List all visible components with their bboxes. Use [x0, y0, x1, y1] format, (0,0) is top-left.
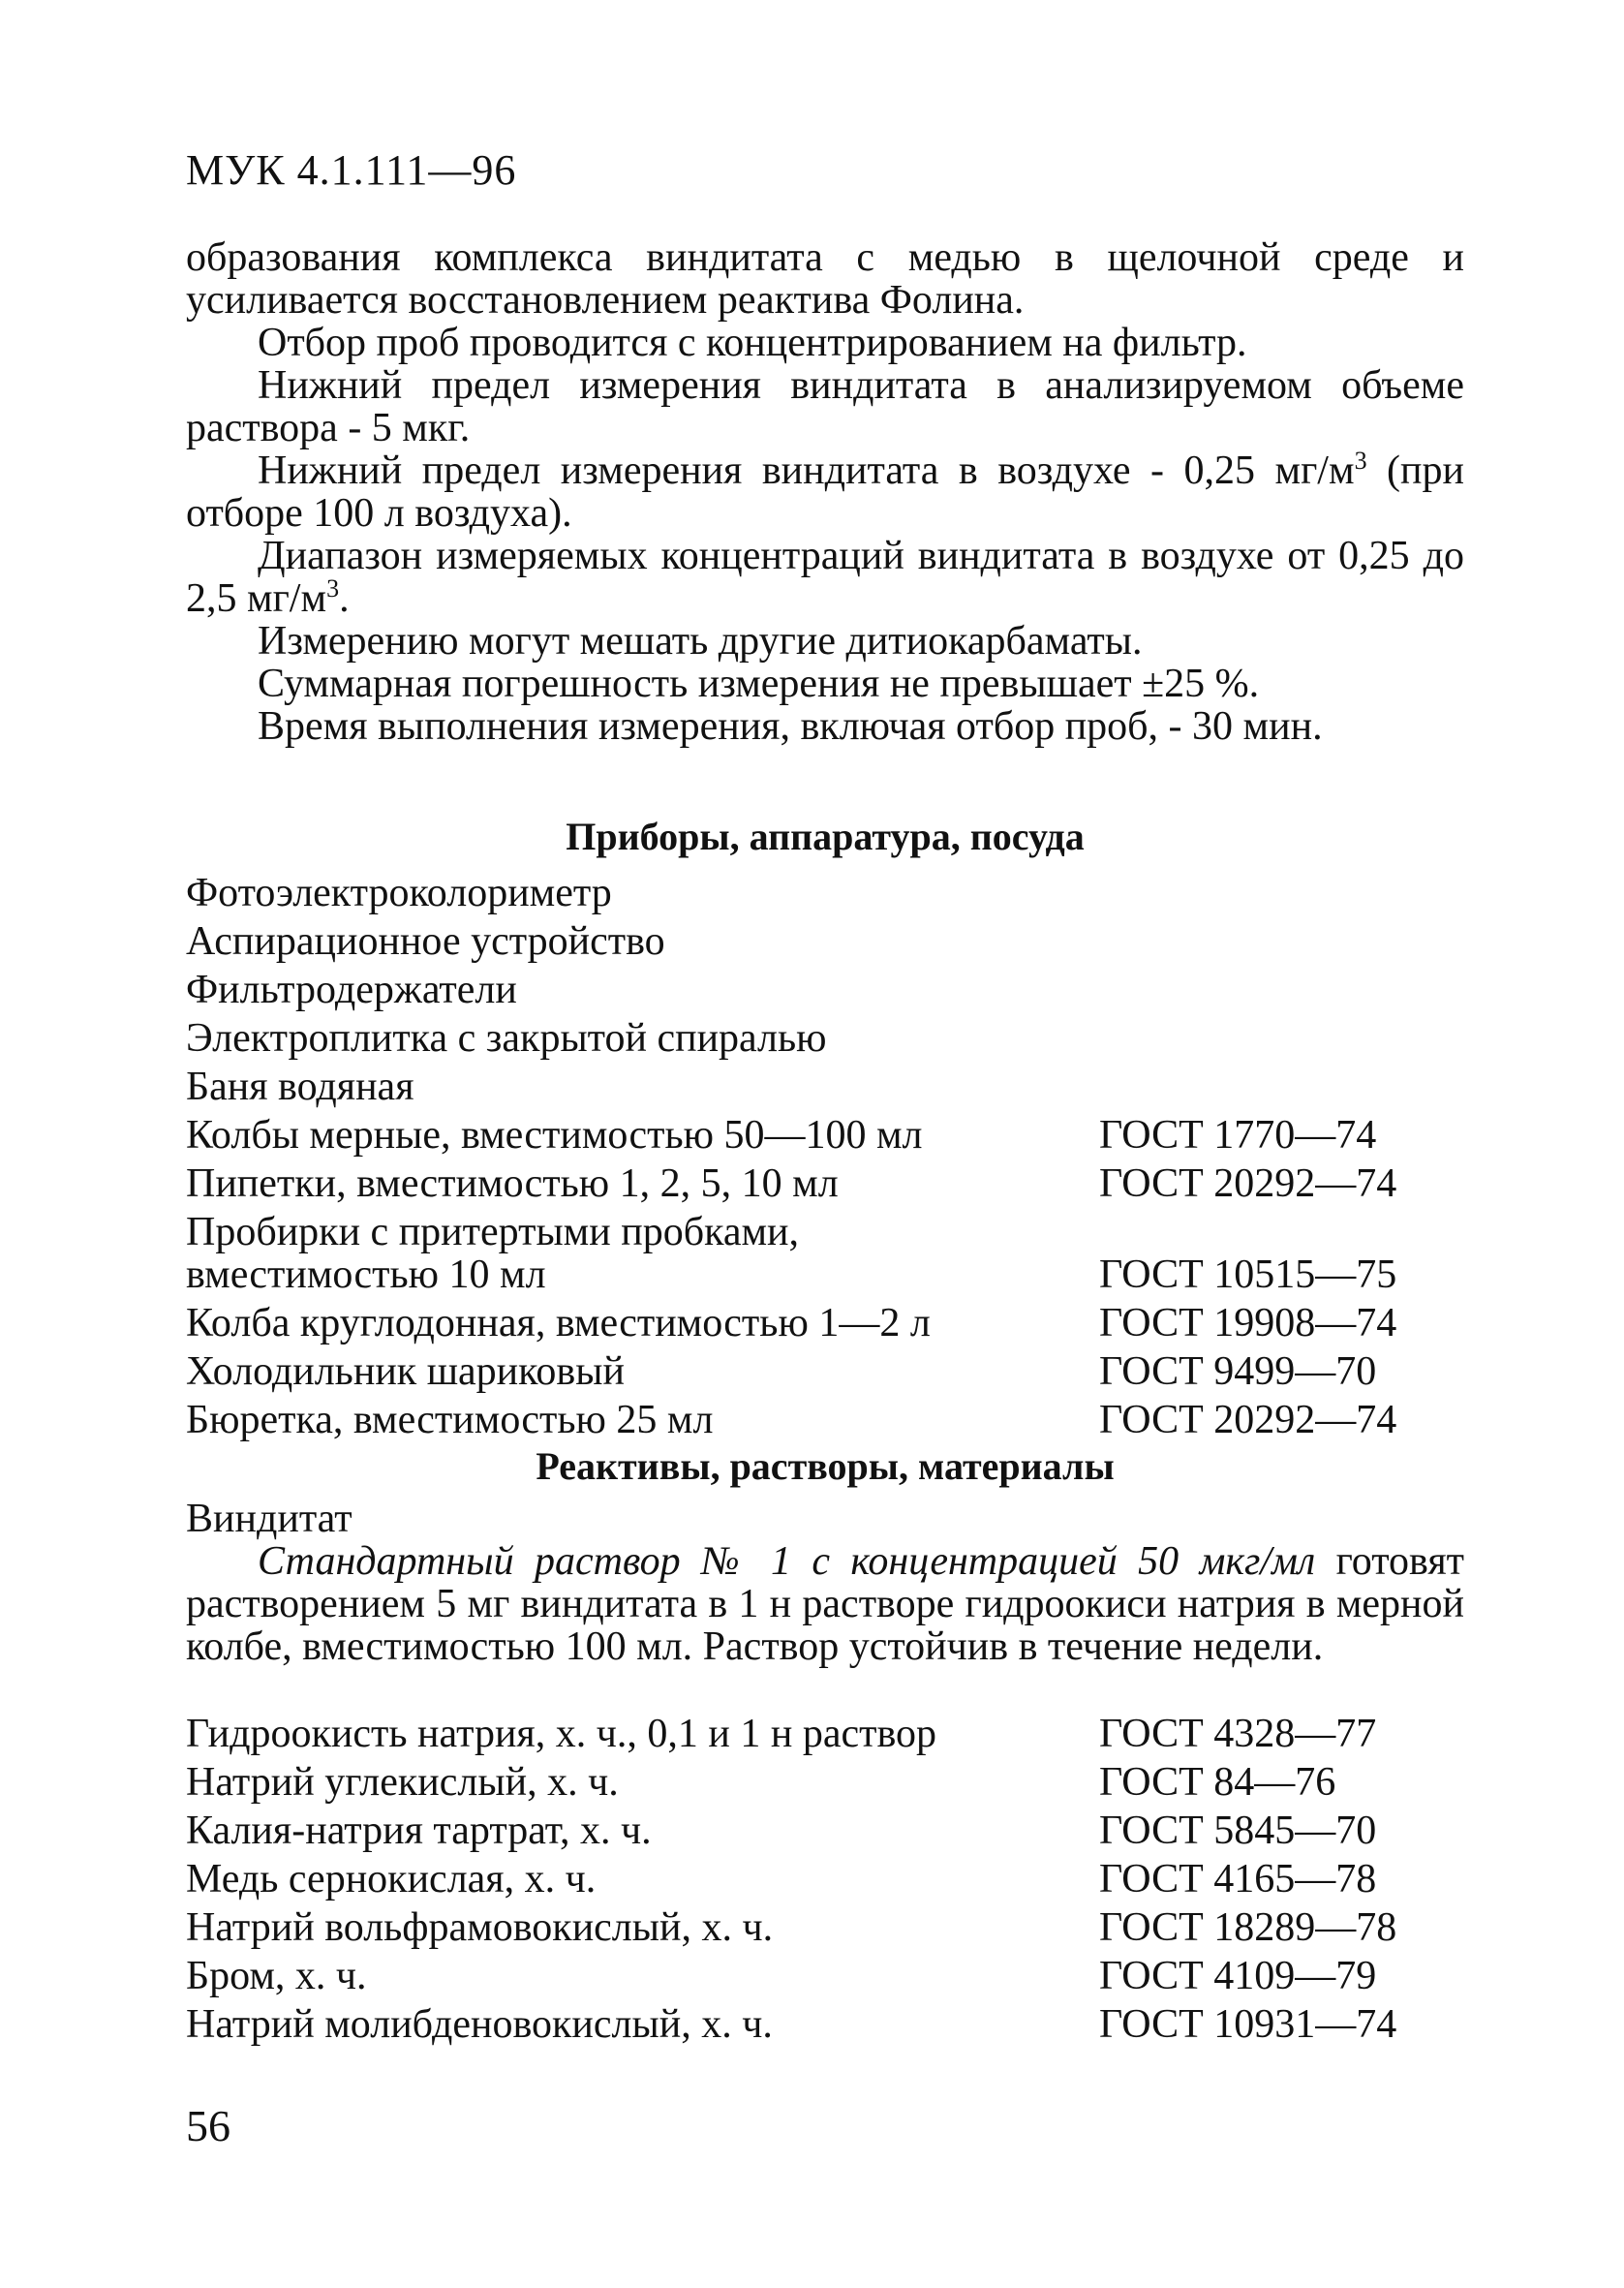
instrument-name: Фильтродержатели: [186, 968, 517, 1012]
intro-paragraph-6: Измерению могут мешать другие дитиокарбаматы.: [258, 619, 1143, 664]
intro-paragraph-1: образования комплекса виндитата с медью в щелочной среде и усиливается восстановлением реактива Фолина.: [186, 235, 1464, 323]
intro-p4-sup: 3: [1354, 447, 1367, 475]
instrument-name: Колбы мерные, вместимостью 50—100 мл: [186, 1113, 923, 1158]
instrument-name: Электроплитка с закрытой спиралью: [186, 1016, 827, 1061]
reagent-gost: ГОСТ 4328—77: [1099, 1712, 1377, 1756]
instrument-name: Аспирационное устройство: [186, 919, 665, 964]
intro-p5-tail: .: [339, 576, 350, 621]
instrument-name: Баня водяная: [186, 1065, 414, 1109]
reagent-name: Натрий молибденовокислый, х. ч.: [186, 2002, 773, 2047]
standard-solution-paragraph: [186, 1540, 1464, 1668]
reagent-gost: ГОСТ 18289—78: [1099, 1905, 1397, 1950]
document-header: МУК 4.1.111—96: [186, 146, 517, 194]
instrument-gost: ГОСТ 10515—75: [1099, 1252, 1397, 1297]
instrument-gost: ГОСТ 1770—74: [1099, 1113, 1377, 1158]
reagents-heading: Реактивы, растворы, материалы: [536, 1444, 1115, 1488]
standard-solution-title: Стандартный раствор № 1 с концентрацией 50 мкг/мл: [258, 1539, 1316, 1584]
intro-paragraph-8: Время выполнения измерения, включая отбор проб, - 30 мин.: [258, 704, 1323, 749]
intro-paragraph-4: [186, 449, 1464, 535]
reagent-gost: ГОСТ 84—76: [1099, 1760, 1336, 1805]
reagent-name: Натрий углекислый, х. ч.: [186, 1760, 619, 1805]
reagent-name: Натрий вольфрамовокислый, х. ч.: [186, 1905, 774, 1950]
intro-paragraph-3: Нижний предел измерения виндитата в анализируемом объеме раствора - 5 мкг.: [186, 363, 1464, 450]
intro-p4-tail: (при отборе 100 л воздуха).: [186, 448, 1464, 536]
intro-paragraph-5: [186, 535, 1464, 620]
reagent-gost: ГОСТ 5845—70: [1099, 1809, 1377, 1853]
intro-paragraph-2: Отбор проб проводится с концентрированием на фильтр.: [258, 321, 1247, 365]
intro-p5-text: Диапазон измеряемых концентраций виндитата в воздухе от 0,25 до 2,5 мг/м: [186, 534, 1464, 621]
instrument-name: Холодильник шариковый: [186, 1349, 625, 1394]
instrument-gost: ГОСТ 19908—74: [1099, 1301, 1397, 1345]
reagent-name: Бром, х. ч.: [186, 1954, 367, 1998]
instrument-name: Фотоэлектроколориметр: [186, 871, 612, 915]
page-number: 56: [186, 2101, 230, 2150]
instrument-name: Пробирки с притертыми пробками, вместимостью 10 мл: [186, 1210, 800, 1297]
reagent-name: Медь сернокислая, х. ч.: [186, 1857, 597, 1902]
intro-p5-sup: 3: [326, 574, 340, 603]
reagent-name: Гидроокисть натрия, х. ч., 0,1 и 1 н раствор: [186, 1712, 937, 1756]
standard-solution-text: готовят растворением 5 мг виндитата в 1 н растворе гидроокиси натрия в мерной колбе, вместимостью 100 мл. Раствор устойчив в течение недели.: [186, 1539, 1464, 1669]
instrument-name: Пипетки, вместимостью 1, 2, 5, 10 мл: [186, 1161, 839, 1206]
instrument-gost: ГОСТ 20292—74: [1099, 1398, 1397, 1442]
instrument-gost: ГОСТ 9499—70: [1099, 1349, 1377, 1394]
reagent-gost: ГОСТ 10931—74: [1099, 2002, 1397, 2047]
reagent-gost: ГОСТ 4109—79: [1099, 1954, 1377, 1998]
reagent-gost: ГОСТ 4165—78: [1099, 1857, 1377, 1902]
instrument-gost: ГОСТ 20292—74: [1099, 1161, 1397, 1206]
instrument-name: Колба круглодонная, вместимостью 1—2 л: [186, 1301, 931, 1345]
reagent-name: Калия-натрия тартрат, х. ч.: [186, 1809, 652, 1853]
instruments-heading: Приборы, аппаратура, посуда: [566, 815, 1085, 858]
intro-p4-text: Нижний предел измерения виндитата в воздухе - 0,25 мг/м: [258, 448, 1355, 493]
reagent-first-name: Виндитат: [186, 1497, 352, 1541]
instrument-name: Бюретка, вместимостью 25 мл: [186, 1398, 714, 1442]
intro-paragraph-7: Суммарная погрешность измерения не превышает ±25 %.: [258, 662, 1260, 706]
